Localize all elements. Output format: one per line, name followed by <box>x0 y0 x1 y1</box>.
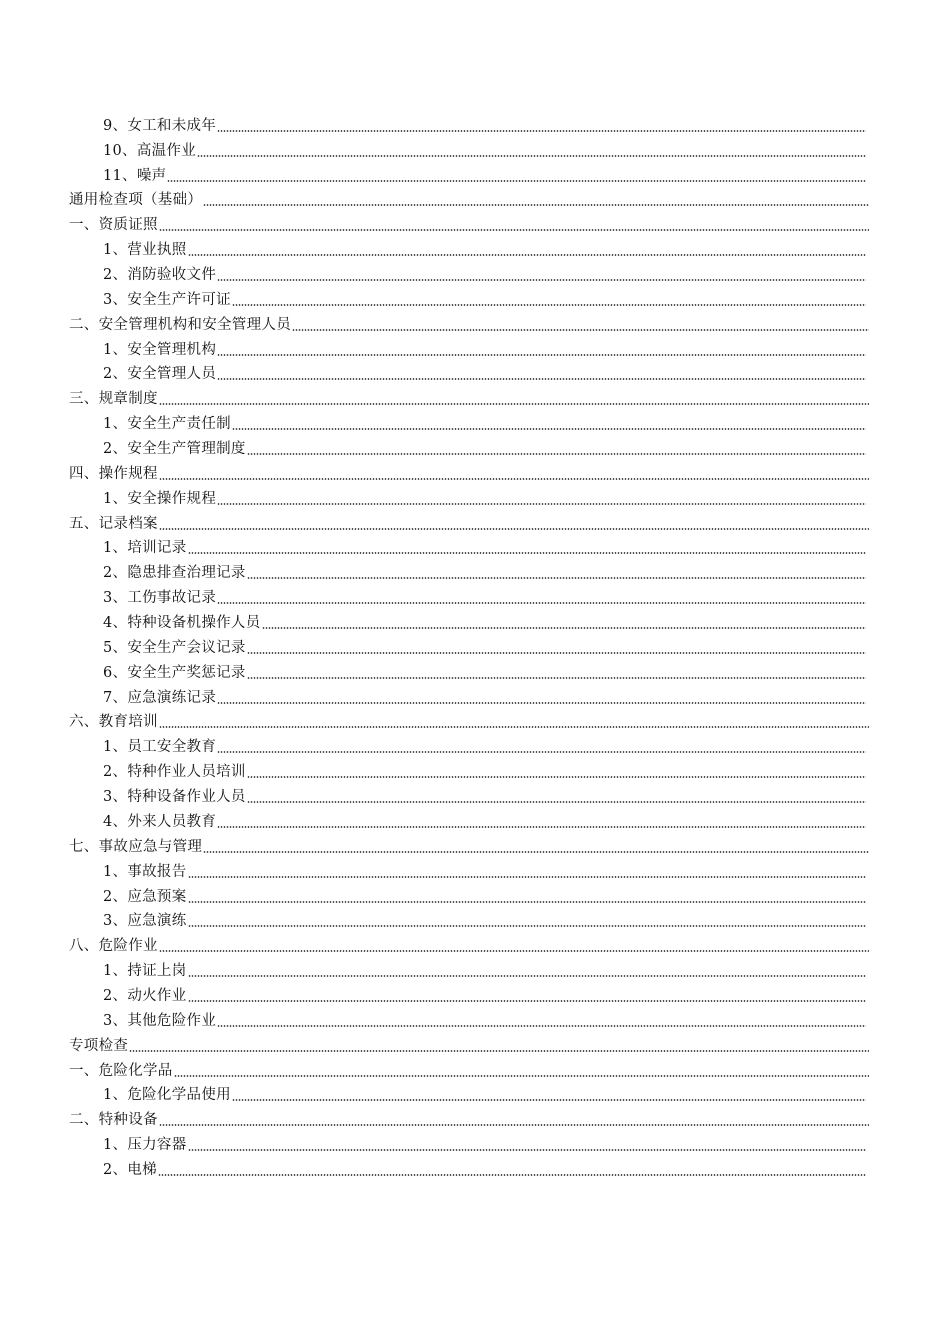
toc-entry-title: 3、工伤事故记录 <box>103 590 217 607</box>
toc-subsection-entry[interactable] <box>0 958 950 983</box>
toc-subsection-entry[interactable] <box>0 1083 950 1108</box>
toc-section-entry[interactable] <box>0 933 950 958</box>
toc-subsection-entry[interactable] <box>0 585 950 610</box>
toc-dot-leader <box>158 1174 866 1176</box>
toc-dot-leader <box>174 1075 869 1077</box>
toc-entry-title: 专项检查 <box>69 1037 129 1054</box>
toc-dot-leader <box>217 1025 866 1027</box>
toc-subsection-entry[interactable] <box>0 237 950 262</box>
toc-entry-title: 1、培训记录 <box>103 540 187 557</box>
toc-subsection-entry[interactable] <box>0 784 950 809</box>
toc-dot-leader <box>247 801 866 803</box>
toc-subsection-entry[interactable] <box>0 536 950 561</box>
toc-subsection-entry[interactable] <box>0 734 950 759</box>
toc-dot-leader <box>292 329 869 331</box>
toc-entry-title: 八、危险作业 <box>69 938 158 955</box>
toc-dot-leader <box>217 702 866 704</box>
toc-entry-title: 1、安全管理机构 <box>103 341 217 358</box>
toc-dot-leader <box>197 155 866 157</box>
toc-dot-leader <box>247 677 866 679</box>
toc-subsection-entry[interactable] <box>0 884 950 909</box>
toc-subsection-entry[interactable] <box>0 486 950 511</box>
toc-subsection-entry[interactable] <box>0 1132 950 1157</box>
toc-subsection-entry[interactable] <box>0 262 950 287</box>
toc-dot-leader <box>159 229 869 231</box>
toc-entry-title: 三、规章制度 <box>69 391 158 408</box>
toc-subsection-entry[interactable] <box>0 1157 950 1182</box>
toc-subsection-entry[interactable] <box>0 163 950 188</box>
toc-dot-leader <box>188 901 866 903</box>
toc-entry-title: 3、安全生产许可证 <box>103 291 231 308</box>
toc-dot-leader <box>232 304 866 306</box>
toc-entry-title: 1、压力容器 <box>103 1137 187 1154</box>
toc-entry-title: 2、应急预案 <box>103 888 187 905</box>
toc-dot-leader <box>159 726 869 728</box>
toc-subsection-entry[interactable] <box>0 1008 950 1033</box>
toc-subsection-entry[interactable] <box>0 610 950 635</box>
toc-dot-leader <box>217 751 866 753</box>
toc-entry-title: 3、特种设备作业人员 <box>103 789 246 806</box>
toc-entry-title: 二、安全管理机构和安全管理人员 <box>69 316 291 333</box>
toc-subsection-entry[interactable] <box>0 436 950 461</box>
toc-subsection-entry[interactable] <box>0 287 950 312</box>
toc-dot-leader <box>159 950 869 952</box>
toc-entry-title: 通用检查项（基础） <box>69 192 203 209</box>
toc-entry-title: 2、安全生产管理制度 <box>103 441 246 458</box>
toc-dot-leader <box>247 577 866 579</box>
toc-entry-title: 2、安全管理人员 <box>103 366 217 383</box>
toc-dot-leader <box>159 1124 869 1126</box>
toc-subsection-entry[interactable] <box>0 635 950 660</box>
toc-entry-title: 1、营业执照 <box>103 242 187 259</box>
toc-entry-title: 10、高温作业 <box>103 142 197 159</box>
toc-dot-leader <box>217 602 866 604</box>
toc-entry-title: 6、安全生产奖惩记录 <box>103 664 246 681</box>
toc-dot-leader <box>188 1149 866 1151</box>
toc-dot-leader <box>232 428 866 430</box>
toc-section-entry[interactable] <box>0 1058 950 1083</box>
toc-dot-leader <box>188 552 866 554</box>
toc-dot-leader <box>217 503 866 505</box>
toc-entry-title: 2、动火作业 <box>103 987 187 1004</box>
toc-dot-leader <box>203 851 869 853</box>
toc-section-entry[interactable] <box>0 834 950 859</box>
toc-subsection-entry[interactable] <box>0 909 950 934</box>
toc-entry-title: 5、安全生产会议记录 <box>103 639 246 656</box>
toc-dot-leader <box>217 378 866 380</box>
toc-subsection-entry[interactable] <box>0 113 950 138</box>
toc-dot-leader <box>129 1050 869 1052</box>
toc-entry-title: 1、安全生产责任制 <box>103 416 231 433</box>
toc-dot-leader <box>247 776 866 778</box>
toc-entry-title: 11、噪声 <box>103 167 167 184</box>
toc-subsection-entry[interactable] <box>0 362 950 387</box>
toc-entry-title: 2、电梯 <box>103 1161 157 1178</box>
toc-section-entry[interactable] <box>0 1107 950 1132</box>
toc-entry-title: 2、隐患排查治理记录 <box>103 565 246 582</box>
toc-dot-leader <box>217 354 866 356</box>
toc-subsection-entry[interactable] <box>0 859 950 884</box>
toc-dot-leader <box>188 975 866 977</box>
toc-section-entry[interactable] <box>0 212 950 237</box>
toc-dot-leader <box>203 204 869 206</box>
toc-section-entry[interactable] <box>0 386 950 411</box>
toc-entry-title: 7、应急演练记录 <box>103 689 217 706</box>
toc-section-entry[interactable] <box>0 710 950 735</box>
toc-dot-leader <box>159 528 869 530</box>
toc-dot-leader <box>188 254 866 256</box>
table-of-contents <box>0 113 950 1182</box>
toc-entry-title: 一、资质证照 <box>69 217 158 234</box>
toc-entry-title: 二、特种设备 <box>69 1112 158 1129</box>
toc-entry-title: 3、其他危险作业 <box>103 1012 217 1029</box>
toc-dot-leader <box>217 130 866 132</box>
toc-entry-title: 六、教育培训 <box>69 714 158 731</box>
toc-dot-leader <box>247 652 866 654</box>
toc-subsection-entry[interactable] <box>0 337 950 362</box>
toc-subsection-entry[interactable] <box>0 560 950 585</box>
toc-entry-title: 五、记录档案 <box>69 515 158 532</box>
toc-entry-title: 1、危险化学品使用 <box>103 1087 231 1104</box>
toc-dot-leader <box>188 925 866 927</box>
toc-section-entry[interactable] <box>0 188 950 213</box>
toc-entry-title: 9、女工和未成年 <box>103 117 217 134</box>
toc-entry-title: 4、外来人员教育 <box>103 813 217 830</box>
toc-entry-title: 一、危险化学品 <box>69 1062 173 1079</box>
toc-entry-title: 1、持证上岗 <box>103 963 187 980</box>
toc-subsection-entry[interactable] <box>0 411 950 436</box>
toc-dot-leader <box>217 279 866 281</box>
toc-subsection-entry[interactable] <box>0 138 950 163</box>
toc-entry-title: 3、应急演练 <box>103 913 187 930</box>
toc-dot-leader <box>247 453 866 455</box>
toc-entry-title: 七、事故应急与管理 <box>69 838 203 855</box>
toc-entry-title: 1、员工安全教育 <box>103 739 217 756</box>
toc-subsection-entry[interactable] <box>0 660 950 685</box>
toc-section-entry[interactable] <box>0 1033 950 1058</box>
toc-subsection-entry[interactable] <box>0 685 950 710</box>
toc-section-entry[interactable] <box>0 312 950 337</box>
toc-dot-leader <box>159 478 869 480</box>
toc-section-entry[interactable] <box>0 511 950 536</box>
toc-dot-leader <box>262 627 866 629</box>
toc-section-entry[interactable] <box>0 461 950 486</box>
toc-dot-leader <box>232 1099 866 1101</box>
toc-entry-title: 4、特种设备机操作人员 <box>103 615 261 632</box>
toc-dot-leader <box>159 403 869 405</box>
toc-dot-leader <box>167 180 866 182</box>
toc-entry-title: 2、特种作业人员培训 <box>103 764 246 781</box>
toc-subsection-entry[interactable] <box>0 983 950 1008</box>
toc-entry-title: 1、安全操作规程 <box>103 490 217 507</box>
toc-entry-title: 四、操作规程 <box>69 465 158 482</box>
toc-subsection-entry[interactable] <box>0 809 950 834</box>
toc-subsection-entry[interactable] <box>0 759 950 784</box>
toc-entry-title: 1、事故报告 <box>103 863 187 880</box>
toc-dot-leader <box>217 826 866 828</box>
toc-dot-leader <box>188 1000 866 1002</box>
toc-entry-title: 2、消防验收文件 <box>103 267 217 284</box>
toc-dot-leader <box>188 876 866 878</box>
